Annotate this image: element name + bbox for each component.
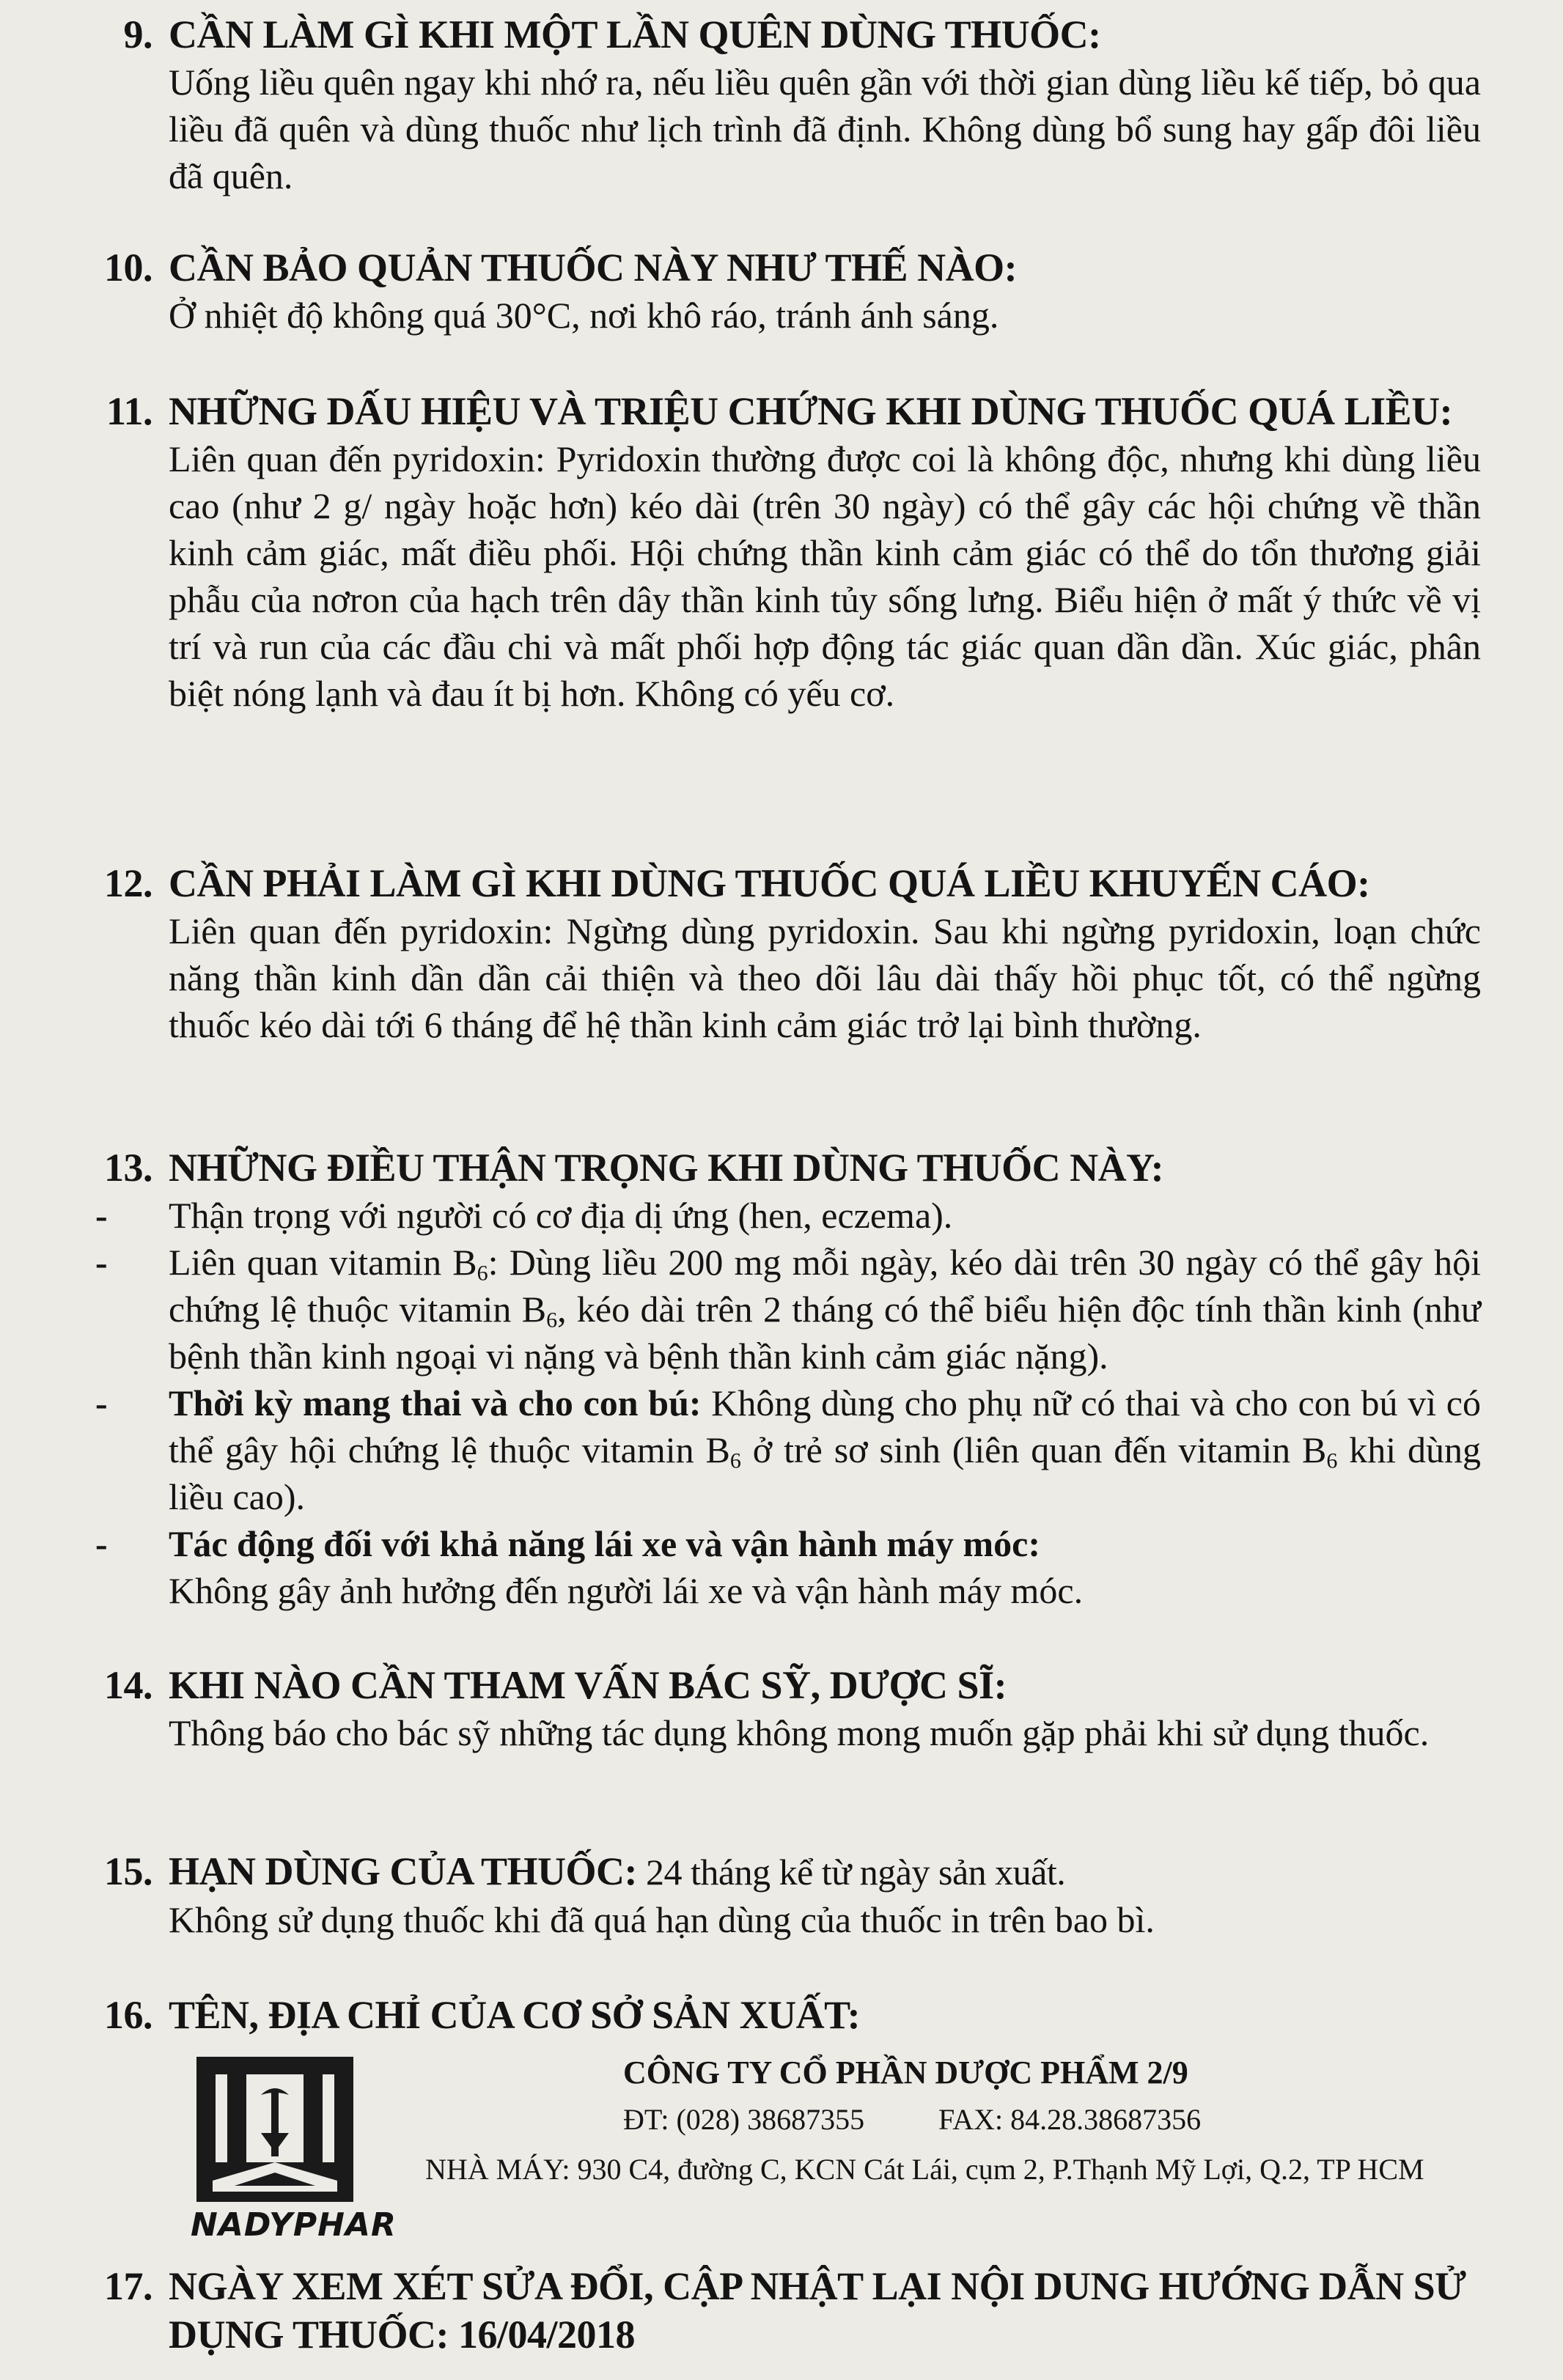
section-number: 10.: [104, 246, 152, 290]
section-body: [169, 1896, 1481, 1943]
section-heading: [88, 10, 1481, 59]
section-title: KHI NÀO CẦN THAM VẤN BÁC SỸ, DƯỢC SĨ:: [169, 1663, 1007, 1707]
company-name: CÔNG TY CỔ PHẦN DƯỢC PHẨM 2/9: [623, 2055, 1188, 2090]
section-number: 14.: [104, 1663, 152, 1707]
paragraph: Liên quan đến pyridoxin: Ngừng dùng pyridoxin. Sau khi ngừng pyridoxin, loạn chức năng thần kinh dần dần cải thiện và theo dõi lâu dài thấy hồi phục tốt, có thể ngừng thuốc kéo dài tới 6 tháng để hệ thần kinh cảm giác trở lại bình thường.: [169, 910, 1481, 1045]
dash-bullet: -: [95, 1382, 108, 1423]
section-title: NHỮNG DẤU HIỆU VÀ TRIỆU CHỨNG KHI DÙNG THUỐC QUÁ LIỀU:: [169, 389, 1453, 433]
dash-bullet: -: [95, 1523, 108, 1564]
section-heading: [88, 1661, 1481, 1709]
list-item-text: Thời kỳ mang thai và cho con bú: Không dùng cho phụ nữ có thai và cho con bú vì có thể gây hội chứng lệ thuộc vitamin $B_6$ ở trẻ sơ sinh (liên quan đến vitamin $B_6$ khi dùng liều cao).: [169, 1382, 1481, 1517]
manufacturer-block: [191, 2052, 1510, 2244]
section-number: 17.: [104, 2264, 152, 2308]
section-title: NGÀY XEM XÉT SỬA ĐỔI, CẬP NHẬT LẠI NỘI DUNG HƯỚNG DẪN SỬ DỤNG THUỐC: 16/04/2018: [169, 2264, 1466, 2357]
logo-wordmark: NADYPHAR: [191, 2206, 397, 2244]
company-phone: ĐT: (028) 38687355: [623, 2103, 865, 2136]
section-heading: [88, 2262, 1481, 2359]
section-15: [88, 1847, 1481, 1943]
nadyphar-logo-icon: [191, 2052, 359, 2206]
section-number: 15.: [104, 1849, 152, 1893]
section-heading: [88, 1991, 1481, 2039]
list-item: [88, 1379, 1481, 1520]
section-body: [169, 1709, 1481, 1756]
factory-address: NHÀ MÁY: 930 C4, đường C, KCN Cát Lái, cụm 2, P.Thạnh Mỹ Lợi, Q.2, TP HCM: [425, 2153, 1424, 2186]
section-number: 9.: [123, 12, 152, 56]
list-item-text: Tác động đối với khả năng lái xe và vận hành máy móc: Không gây ảnh hưởng đến người lái xe và vận hành máy móc.: [169, 1523, 1084, 1611]
section-17: [88, 2262, 1481, 2359]
paragraph: Liên quan đến pyridoxin: Pyridoxin thường được coi là không độc, nhưng khi dùng liều cao (như 2 g/ ngày hoặc hơn) kéo dài (trên 30 ngày) có thể gây các hội chứng về thần kinh cảm giác, mất điều phối. Hội chứng thần kinh cảm giác có thể do tổn thương giải phẫu của nơron của hạch trên dây thần kinh tủy sống lưng. Biểu hiện ở mất ý thức về vị trí và run của các đầu chi và mất phối hợp động tác giác quan dần dần. Xúc giác, phân biệt nóng lạnh và đau ít bị hơn. Không có yếu cơ.: [169, 438, 1481, 714]
section-number: 11.: [106, 389, 152, 433]
section-title: CẦN PHẢI LÀM GÌ KHI DÙNG THUỐC QUÁ LIỀU KHUYẾN CÁO:: [169, 861, 1370, 905]
list-item: [88, 1239, 1481, 1379]
section-10: [88, 243, 1481, 339]
section-body: [169, 59, 1481, 199]
list-item: [88, 1192, 1481, 1239]
section-body: [169, 435, 1481, 717]
section-16: [88, 1991, 1481, 2039]
section-title: TÊN, ĐỊA CHỈ CỦA CƠ SỞ SẢN XUẤT:: [169, 1993, 861, 2037]
section-number: 16.: [104, 1993, 152, 2037]
list-item-text: Thận trọng với người có cơ địa dị ứng (hen, eczema).: [169, 1195, 953, 1236]
company-fax: FAX: 84.28.38687356: [938, 2103, 1202, 2136]
driving-label: Tác động đối với khả năng lái xe và vận hành máy móc:: [169, 1523, 1041, 1564]
section-13: [88, 1143, 1481, 1614]
section-body: [169, 292, 1481, 339]
section-heading: [88, 243, 1481, 292]
list-item: [88, 1520, 1481, 1614]
section-heading: [88, 387, 1481, 435]
section-11: [88, 387, 1481, 717]
paragraph: Thông báo cho bác sỹ những tác dụng không mong muốn gặp phải khi sử dụng thuốc.: [169, 1712, 1430, 1753]
section-title: HẠN DÙNG CỦA THUỐC:: [169, 1849, 638, 1893]
section-heading: [88, 1143, 1481, 1192]
dash-bullet: -: [95, 1242, 108, 1283]
shelf-life-value: 24 tháng kể từ ngày sản xuất.: [637, 1852, 1066, 1893]
section-body: [169, 907, 1481, 1048]
section-heading: [88, 859, 1481, 907]
dash-bullet: -: [95, 1195, 108, 1236]
section-title: NHỮNG ĐIỀU THẬN TRỌNG KHI DÙNG THUỐC NÀY:: [169, 1146, 1164, 1190]
list-item-text: Liên quan vitamin $B_6$: Dùng liều 200 mg mỗi ngày, kéo dài trên 30 ngày có thể gây hội chứng lệ thuộc vitamin $B_6$, kéo dài trên 2 tháng có thể biểu hiện độc tính thần kinh (như bệnh thần kinh ngoại vi nặng và bệnh thần kinh cảm giác nặng).: [169, 1242, 1481, 1377]
section-heading: [88, 1847, 1481, 1896]
section-9: [88, 10, 1481, 199]
section-number: 13.: [104, 1146, 152, 1190]
section-14: [88, 1661, 1481, 1756]
section-title: CẦN LÀM GÌ KHI MỘT LẦN QUÊN DÙNG THUỐC:: [169, 12, 1101, 56]
paragraph: Ở nhiệt độ không quá 30°C, nơi khô ráo, tránh ánh sáng.: [169, 295, 999, 336]
section-title: CẦN BẢO QUẢN THUỐC NÀY NHƯ THẾ NÀO:: [169, 246, 1018, 290]
pregnancy-label: Thời kỳ mang thai và cho con bú:: [169, 1382, 702, 1423]
paragraph: Không sử dụng thuốc khi đã quá hạn dùng của thuốc in trên bao bì.: [169, 1899, 1155, 1940]
section-number: 12.: [104, 861, 152, 905]
paragraph: Uống liều quên ngay khi nhớ ra, nếu liều quên gần với thời gian dùng liều kế tiếp, bỏ qua liều đã quên và dùng thuốc như lịch trình đã định. Không dùng bổ sung hay gấp đôi liều đã quên.: [169, 62, 1481, 196]
section-12: [88, 859, 1481, 1048]
